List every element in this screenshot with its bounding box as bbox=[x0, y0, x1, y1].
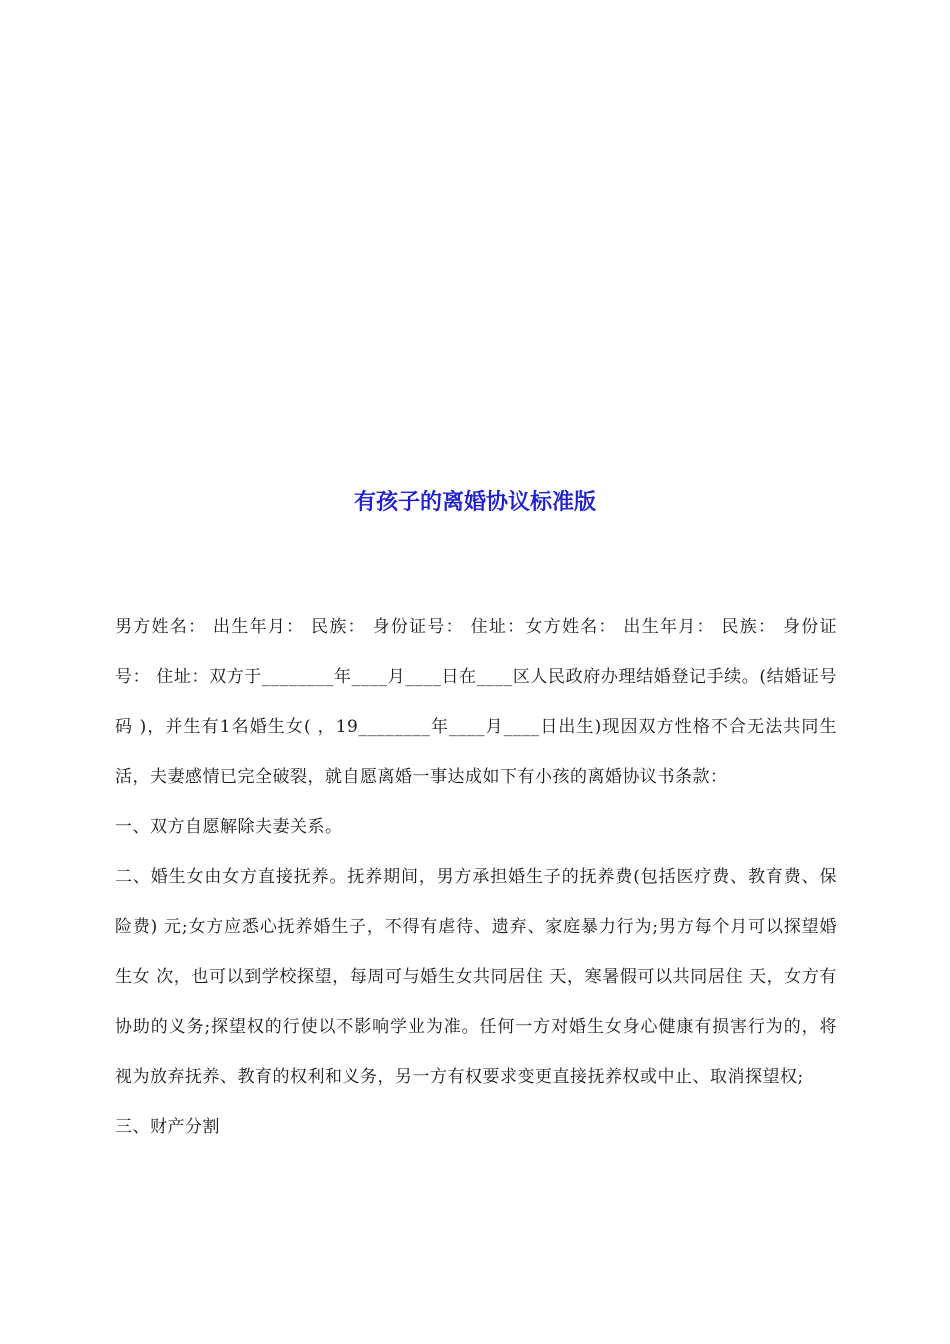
paragraph-clause-1: 一、双方自愿解除夫妻关系。 bbox=[115, 817, 343, 837]
document-body bbox=[115, 602, 837, 1152]
paragraph-clause-2: 二、婚生女由女方直接抚养。抚养期间，男方承担婚生子的抚养费(包括医疗费、教育费、保险费) 元;女方应悉心抚养婚生子，不得有虐待、遗弃、家庭暴力行为;男方每个月可以探望婚生女 次，也可以到学校探望，每周可与婚生女共同居住 天，寒暑假可以共同居住 天，女方有协助的义务;探望权的行使以不影响学业为准。任何一方对婚生女身心健康有损害行为的，将视为放弃抚养、教育的权利和义务，另一方有权要求变更直接抚养权或中止、取消探望权; bbox=[115, 867, 837, 1087]
paragraph-clause-3: 三、财产分割 bbox=[115, 1117, 220, 1137]
document-title: 有孩子的离婚协议标准版 bbox=[353, 490, 596, 515]
paragraph-parties: 男方姓名： 出生年月： 民族： 身份证号： 住址：女方姓名： 出生年月： 民族： 身份证号： 住址：双方于________年____月____日在____区人民政府办理结婚登记手续。(结婚证号码 )，并生有1名婚生女( ，19________年____月____日出生)现因双方性格不合无法共同生活，夫妻感情已完全破裂，就自愿离婚一事达成如下有小孩的离婚协议书条款： bbox=[115, 617, 837, 787]
